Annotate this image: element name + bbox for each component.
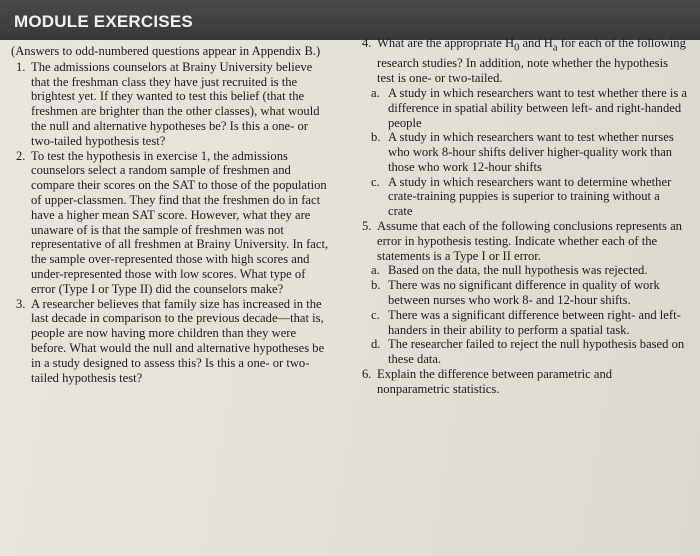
left-column [11, 44, 331, 385]
exercise-6 [357, 367, 687, 397]
exercise-number: 3. [16, 296, 26, 311]
exercise-text: What are the appropriate $H_0$ and $H_a$ for each of the following research studies? In addition, note whether the hypothesis test is one- or two-tailed. [377, 36, 686, 86]
exercise-text: A researcher believes that family size has increased in the last decade in comparison to the previous decade—that is, people are now having more children than they were before. What would the null and alternative hypotheses be in a study designed to assess this? Is this a one- or two-tailed hypothesis test? [31, 296, 325, 385]
exercise-5d [357, 337, 687, 367]
right-column [357, 36, 687, 397]
item-label: a. [371, 263, 380, 278]
exercise-5b [357, 278, 687, 308]
exercise-number: 5. [362, 219, 372, 234]
item-label: c. [371, 307, 380, 322]
item-text: A study in which researchers want to determine whether crate-training puppies is superior to training without a crate [388, 174, 672, 219]
item-label: d. [371, 337, 381, 352]
item-text: A study in which researchers want to test whether nurses who work 8-hour shifts deliver higher-quality work than those who work 12-hour shifts [388, 130, 674, 174]
item-text: A study in which researchers want to test whether there is a difference in spatial ability between left- and right-handed people [388, 85, 688, 130]
exercise-text: Assume that each of the following conclusions represents an error in hypothesis testing. Indicate whether each of the statements is a Type I or II error. [377, 219, 682, 263]
item-text: There was no significant difference in quality of work between nurses who work 8- and 12-hour shifts. [388, 278, 660, 308]
item-text: The researcher failed to reject the null hypothesis based on these data. [388, 337, 685, 367]
exercise-number: 1. [16, 59, 26, 74]
exercise-4b [357, 130, 687, 174]
exercise-4a [357, 86, 687, 130]
exercise-4c [357, 175, 687, 219]
exercise-5a [357, 263, 687, 278]
exercise-3 [11, 297, 331, 386]
item-label: b. [371, 278, 381, 293]
exercise-number: 4. [362, 36, 372, 50]
item-text: Based on the data, the null hypothesis was rejected. [388, 263, 648, 278]
exercise-text: To test the hypothesis in exercise 1, the admissions counselors select a random sample of freshmen and compare their scores on the SAT to those of the population of upper-classmen. They find that the freshmen do in fact have a higher mean SAT score. However, what they are unaware of is that the sample of freshmen was not representative of all freshmen at Brainy University. In fact, the sample over-represented those with high scores and under-represented those with low scores. What type of error (Type I or Type II) did the counselors make? [31, 148, 329, 296]
header-band [0, 0, 700, 40]
ha-subscript: a [552, 42, 558, 54]
h0-subscript: 0 [514, 42, 520, 54]
exercise-number: 6. [362, 367, 372, 382]
item-label: a. [371, 85, 380, 100]
exercise-5c [357, 308, 687, 338]
exercise-2 [11, 149, 331, 297]
section-title: MODULE EXERCISES [14, 12, 193, 31]
exercise-number: 2. [16, 148, 26, 163]
exercise-text: Explain the difference between parametric and nonparametric statistics. [377, 367, 613, 396]
exercise-4 [357, 36, 687, 86]
exercise-5 [357, 219, 687, 263]
answers-note: (Answers to odd-numbered questions appear in Appendix B.) [11, 44, 321, 58]
exercise-1 [11, 60, 331, 149]
exercise-text: The admissions counselors at Brainy University believe that the freshman class they have just recruited is the brightest yet. If they wanted to test this belief (that the freshmen are brighter than the other classes), what would the null and alternative hypotheses be? Is this a one- or two-tailed hypothesis test? [31, 59, 320, 148]
item-label: b. [371, 130, 381, 145]
item-text: There was a significant difference between right- and left-handers in their ability to perform a spatial task. [388, 307, 681, 337]
item-label: c. [371, 174, 380, 189]
